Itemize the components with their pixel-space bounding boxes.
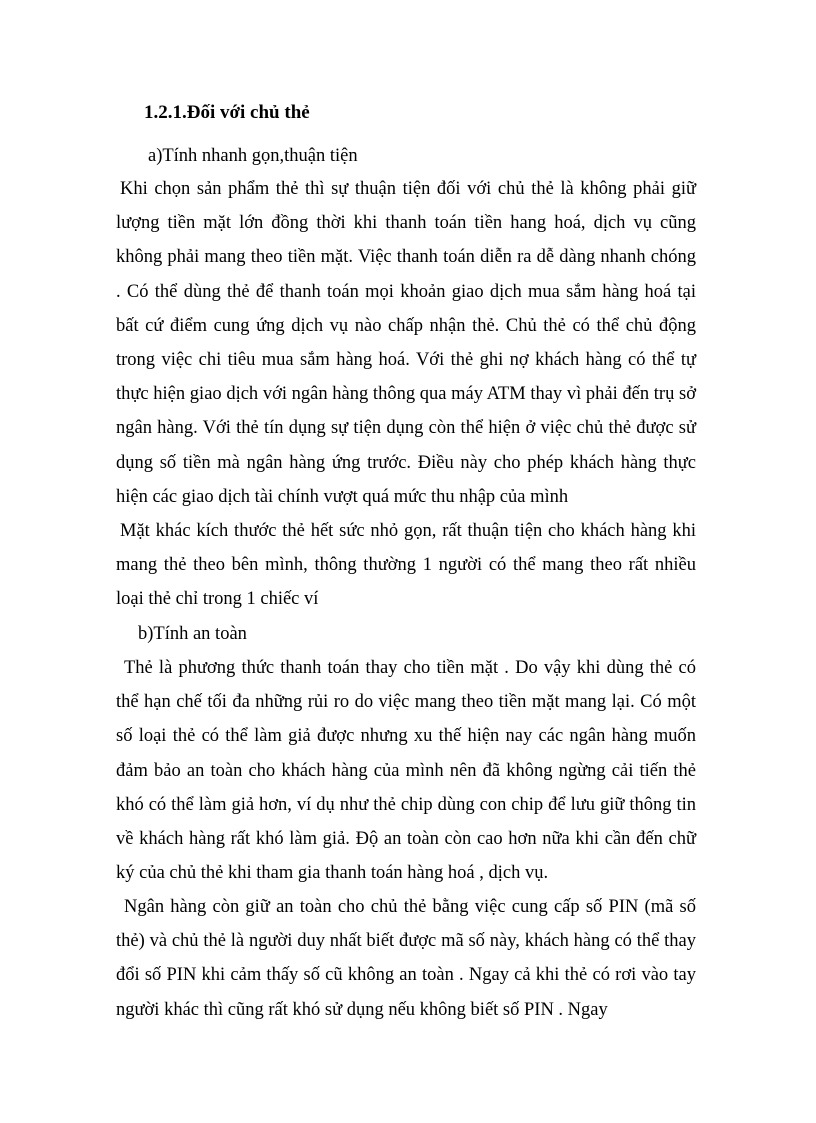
paragraph-convenience-2: Mặt khác kích thước thẻ hết sức nhỏ gọn, rất thuận tiện cho khách hàng khi mang thẻ theo bên mình, thông thường 1 người có thể mang theo rất nhiều loại thẻ chỉ trong 1 chiếc ví	[116, 521, 696, 610]
subsection-label-convenience: a)Tính nhanh gọn,thuận tiện	[148, 146, 358, 166]
paragraph-safety-1: Thẻ là phương thức thanh toán thay cho tiền mặt . Do vậy khi dùng thẻ có thể hạn chế tối đa những rủi ro do việc mang theo tiền mặt mang lại. Có một số loại thẻ có thể làm giả được nhưng xu thế hiện nay các ngân hàng muốn đảm bảo an toàn cho khách hàng của mình nên đã không ngừng cải tiến thẻ khó có thể làm giả hơn, ví dụ như thẻ chip dùng con chip để lưu giữ thông tin về khách hàng rất khó làm giả. Độ an toàn còn cao hơn nữa khi cần đến chữ ký của chủ thẻ khi tham gia thanh toán hàng hoá , dịch vụ.	[116, 658, 696, 884]
subsection-label-safety: b)Tính an toàn	[138, 624, 247, 644]
paragraph-safety-2: Ngân hàng còn giữ an toàn cho chủ thẻ bằng việc cung cấp số PIN (mã số thẻ) và chủ thẻ là người duy nhất biết được mã số này, khách hàng có thể thay đổi số PIN khi cảm thấy số cũ không an toàn . Ngay cả khi thẻ có rơi vào tay người khác thì cũng rất khó sử dụng nếu không biết số PIN . Ngay	[116, 897, 696, 1020]
section-heading: 1.2.1.Đối với chủ thẻ	[144, 102, 310, 123]
paragraph-convenience-1: Khi chọn sản phẩm thẻ thì sự thuận tiện đối với chủ thẻ là không phải giữ lượng tiền mặt lớn đồng thời khi thanh toán tiền hang hoá, dịch vụ cũng không phải mang theo tiền mặt. Việc thanh toán diễn ra dễ dàng nhanh chóng . Có thể dùng thẻ để thanh toán mọi khoản giao dịch mua sắm hàng hoá tại bất cứ điểm cung ứng dịch vụ nào chấp nhận thẻ. Chủ thẻ có thể chủ động trong việc chi tiêu mua sắm hàng hoá. Với thẻ ghi nợ khách hàng có thể tự thực hiện giao dịch với ngân hàng thông qua máy ATM thay vì phải đến trụ sở ngân hàng. Với thẻ tín dụng sự tiện dụng còn thể hiện ở việc chủ thẻ được sử dụng số tiền mà ngân hàng ứng trước. Điều này cho phép khách hàng thực hiện các giao dịch tài chính vượt quá mức thu nhập của mình	[116, 179, 696, 507]
